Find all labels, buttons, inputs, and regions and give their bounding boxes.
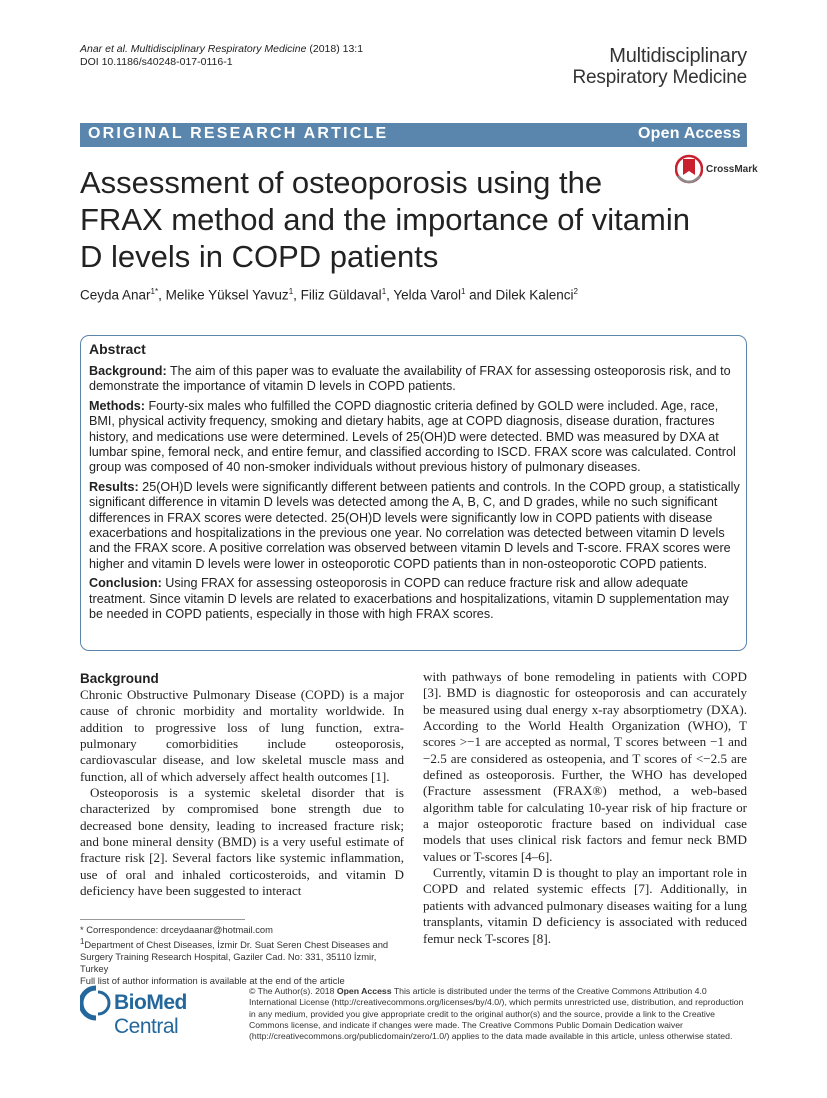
body-paragraph: Currently, vitamin D is thought to play an important role in COPD and related systemic effects [7]. Additionally, in patients with advanced pulmonary diseases waiting for a lung transplants, vitamin D deficiency is associated with reduced femur neck T-scores [8]. [423,865,747,946]
author-name[interactable]: Filiz Güldaval [300,287,382,303]
body-paragraph: Osteoporosis is a systemic skeletal disorder that is characterized by compromised bone strength due to decreased bone density, leading to increased fracture risk; and bone mineral density (BMD) is a very useful estimate of fracture risk [2]. Several factors like systemic inflammation, use of oral and inhaled corticosteroids, and vitamin D deficiency have been suggested to interact [80,785,404,899]
footnotes [80,924,404,987]
author-separator: and [465,287,496,303]
open-access-label: Open Access [638,125,741,142]
journal-name-line1: Multidisciplinary [609,45,747,67]
journal-name-line2: Respiratory Medicine [572,67,747,88]
affiliation-number: 1 [80,937,85,946]
abstract-results-text: 25(OH)D levels were significantly different between patients and controls. In the COPD group, a statistically significant difference in vitamin D levels was detected among the A, B, C, and D grades, while no such significant differences in FRAX scores were detected. 25(OH)D levels were significantly low in COPD patients with disease exacerbations and hospitalizations in the previous one year. No correlation was detected between vitamin D levels and the FRAX score. A positive correlation was observed between vitamin D levels and T-score. FRAX scores were higher and vitamin D levels were lower in osteoporotic COPD patients than in non-osteoporotic COPD patients. [89,479,740,571]
article-citation [80,43,363,69]
author-name[interactable]: Dilek Kalenci [495,287,574,303]
author-separator: , [158,287,166,303]
crossmark-badge[interactable] [675,154,765,188]
correspondence-note[interactable]: * Correspondence: drceydaanar@hotmail.com [80,924,273,935]
abstract-conclusion-label: Conclusion: [89,576,162,591]
abstract-background-label: Background: [89,364,167,378]
author-affiliation: 1* [150,287,159,296]
citation-authors: Anar [80,43,103,55]
citation-year-volume: (2018) 13:1 [306,43,364,55]
body-column-left [80,670,404,899]
biomed-logo-icon [80,985,112,1021]
author-name[interactable]: Ceyda Anar [80,287,151,303]
author-list [80,287,578,303]
abstract-body [89,364,743,627]
license-text: This article is distributed under the terms of the Creative Commons Attribution 4.0 International License (http://creativecommons.org/licenses/by/4.0/), which permits unrestricted use, distribution, and reproduction in any medium, provided you give appropriate credit to the original author(s) and the source, provide a link to the Creative Commons license, and indicate if changes were made. The Creative Commons Public Domain Dedication waiver (http://creativecommons.org/publicdomain/zero/1.0/) applies to the data made available in this article, unless otherwise stated. [249,986,744,1042]
article-type: ORIGINAL RESEARCH ARTICLE [88,125,389,142]
affiliation-text: Department of Chest Diseases, İzmir Dr. Suat Seren Chest Diseases and Surgery Training Research Hospital, Gaziler Cad. No: 331, 35110 İzmir, Turkey [80,939,389,975]
body-column-right [423,669,747,947]
publisher-name-rest: Central [114,1015,179,1038]
affiliation-note [80,936,404,975]
abstract-results-label: Results: [89,479,139,494]
article-type-banner [80,123,747,147]
author-affiliation: 1 [288,287,294,296]
abstract-heading: Abstract [89,341,146,357]
citation-journal: et al. Multidisciplinary Respiratory Medicine [102,43,307,55]
copyright-text: © The Author(s). 2018 [249,986,337,996]
abstract-conclusion-text: Using FRAX for assessing osteoporosis in COPD can reduce fracture risk and allow adequate treatment. Since vitamin D levels are related to exacerbations and hospitalizations, vitamin D supplementation may be needed in COPD patients, especially in those with high FRAX scores. [89,576,729,622]
abstract-methods [89,399,743,476]
section-heading-background: Background [80,671,159,686]
abstract-background [89,364,743,395]
author-name[interactable]: Melike Yüksel Yavuz [165,287,289,303]
article-title: Assessment of osteoporosis using the FRAX method and the importance of vitamin D levels in COPD patients [80,165,690,274]
abstract-methods-label: Methods: [89,398,145,413]
abstract-conclusion [89,576,743,622]
author-separator: , [386,287,394,303]
journal-logo [573,45,747,89]
crossmark-label: CrossMark [706,164,758,175]
abstract-results [89,480,743,572]
license-open-access: Open Access [336,986,392,996]
publisher-logo[interactable] [80,985,240,1038]
footnote-divider [80,919,245,920]
author-affiliation: 2 [573,287,578,296]
publisher-name-bold: BioMed [114,991,187,1014]
body-paragraph: Chronic Obstructive Pulmonary Disease (COPD) is a major cause of chronic morbidity and mortality worldwide. In addition to progressive loss of lung function, extra-pulmonary comorbidities include osteoporosis, cardiovascular disease, and low skeletal muscle mass and function, all of which adversely affect health outcomes [1]. [80,687,404,784]
author-affiliation: 1 [381,287,387,296]
license-statement [249,986,749,1042]
article-doi: DOI 10.1186/s40248-017-0116-1 [80,56,233,68]
abstract-methods-text: Fourty-six males who fulfilled the COPD diagnostic criteria defined by GOLD were included. Age, race, BMI, physical activity frequency, smoking and dietary habits, age at COPD diagnosis, disease duration, fractures history, and medications use were determined. Levels of 25(OH)D were detected. BMD was measured by DXA at lumbar spine, femoral neck, and entire femur, and classified according to ISCD. FRAX score was calculated. Control group was composed of 40 non-smoker individuals without previous history of pulmonary diseases. [89,398,736,475]
author-affiliation: 1 [460,287,466,296]
body-paragraph: with pathways of bone remodeling in patients with COPD [3]. BMD is diagnostic for osteoporosis and can accurately be measured using dual energy x-ray absorptiometry (DXA). According to the World Health Organization (WHO), T scores >−1 are accepted as normal, T scores between −1 and −2.5 are considered as osteopenia, and T scores of <−2.5 are defined as osteoporosis. Further, the WHO has developed (Fracture assessment (FRAX®) method, a web-based algorithm table for calculating 10-year risk of hip fracture or a major osteoporotic fracture based on individual case models that uses clinical risk factors and femur neck BMD values or T-scores [4–6]. [423,669,747,864]
author-info-note: Full list of author information is available at the end of the article [80,975,345,987]
author-name[interactable]: Yelda Varol [393,287,461,303]
abstract-background-text: The aim of this paper was to evaluate the availability of FRAX for assessing osteoporosis risk, and to demonstrate the importance of vitamin D levels in COPD patients. [89,364,731,394]
author-separator: , [293,287,301,303]
crossmark-icon [675,154,703,188]
